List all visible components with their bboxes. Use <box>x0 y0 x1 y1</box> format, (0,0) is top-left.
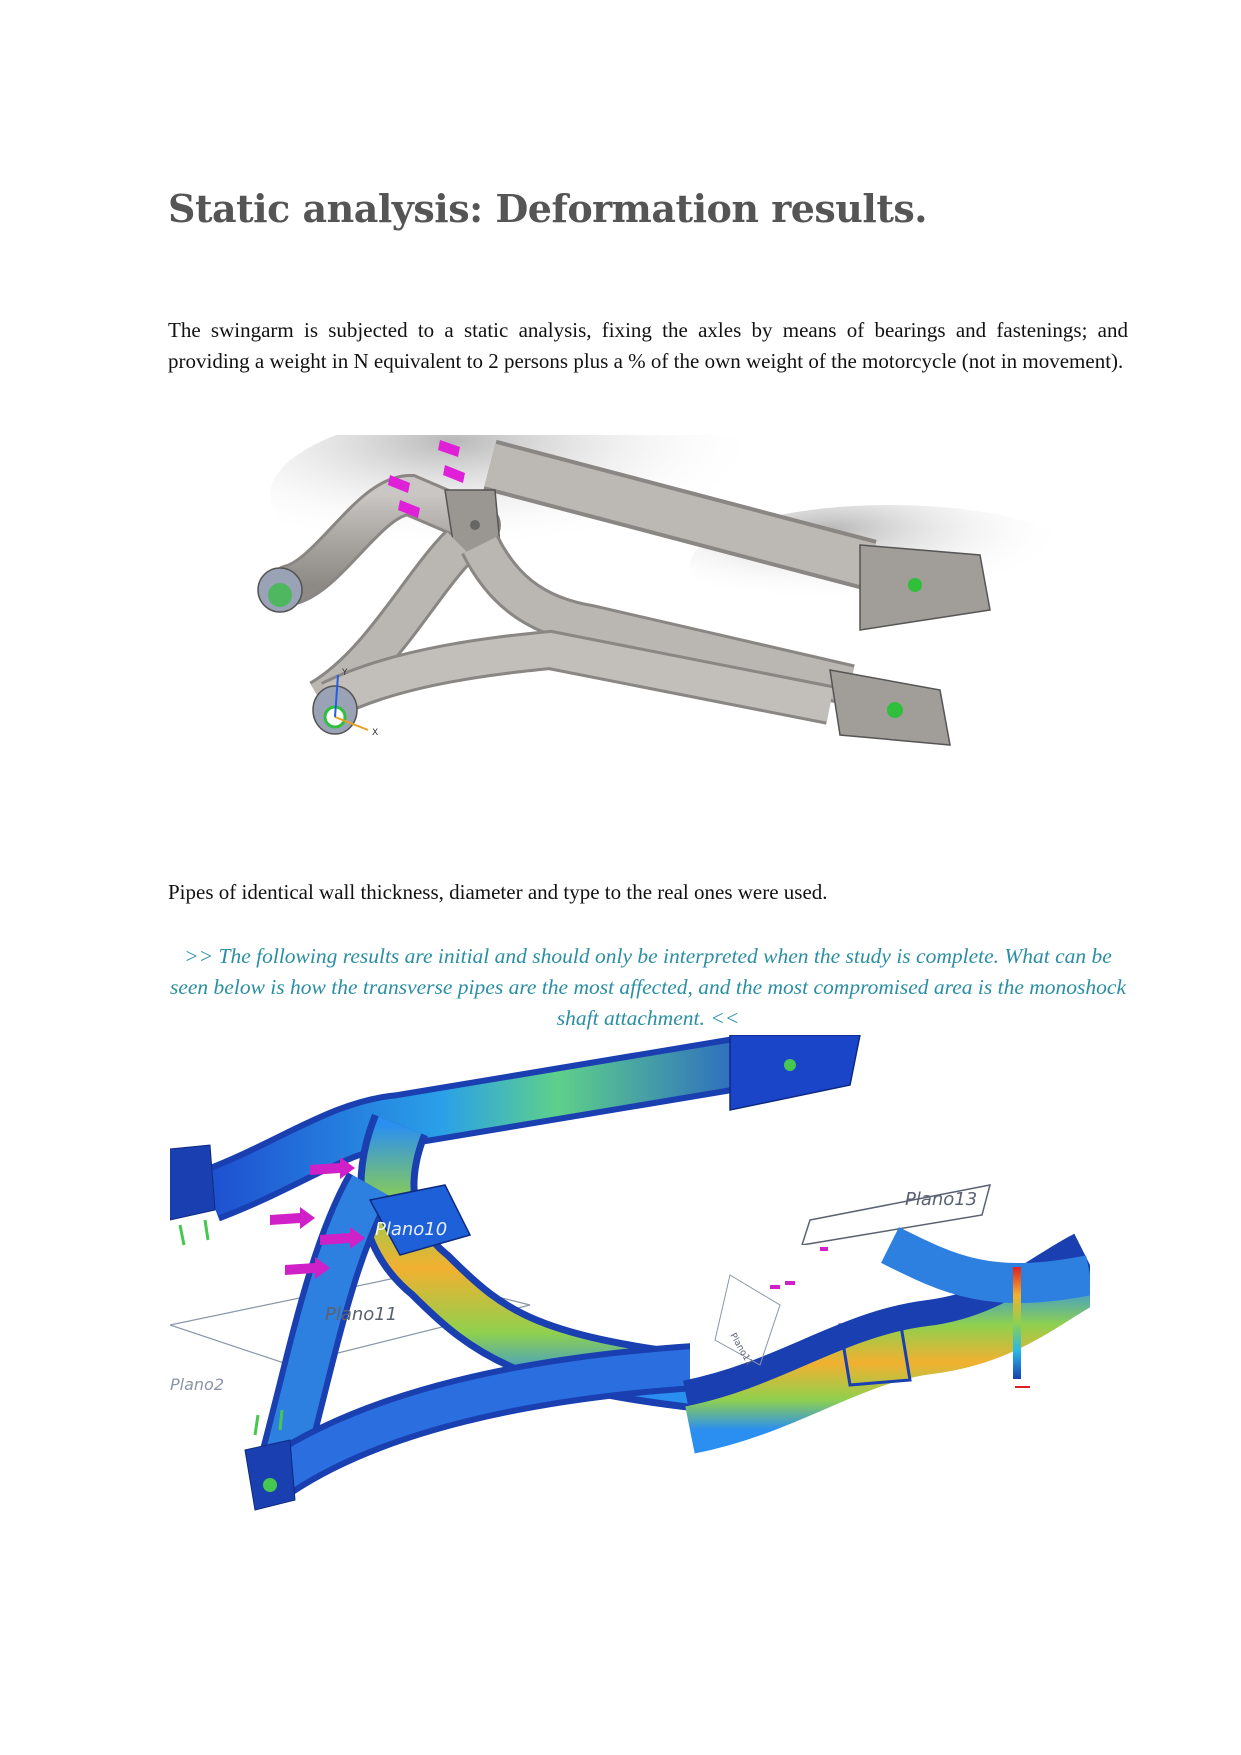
intro-paragraph: The swingarm is subjected to a static analysis, fixing the axles by means of bearings and fastenings; and providing a weight in N equivalent to 2 persons plus a % of the own weight of the motorcycle (not in movement). <box>168 318 1128 373</box>
plane-label-2: Plano2 <box>170 1375 225 1394</box>
axis-y-label: Y <box>342 668 348 678</box>
plane-label-10: Plano10 <box>375 1219 448 1240</box>
page-title: Static analysis: Deformation results. <box>168 186 928 231</box>
inset-plane-label: Plano11 <box>727 1331 755 1368</box>
pipes-paragraph: Pipes of identical wall thickness, diameter and type to the real ones were used. <box>168 880 828 904</box>
plane-label-11: Plano11 <box>325 1304 398 1325</box>
swingarm-cad-figure <box>250 435 1070 835</box>
fea-result-figure <box>170 1035 1090 1615</box>
axis-x-label: X <box>372 728 379 738</box>
plane-label-13: Plano13 <box>905 1189 978 1210</box>
results-note: >> The following results are initial and should only be interpreted when the study is complete. What can be seen below is how the transverse pipes are the most affected, and the most compromised area is the monoshock shaft attachment. << <box>169 944 1126 1030</box>
inset-detail-view <box>690 1245 1090 1445</box>
